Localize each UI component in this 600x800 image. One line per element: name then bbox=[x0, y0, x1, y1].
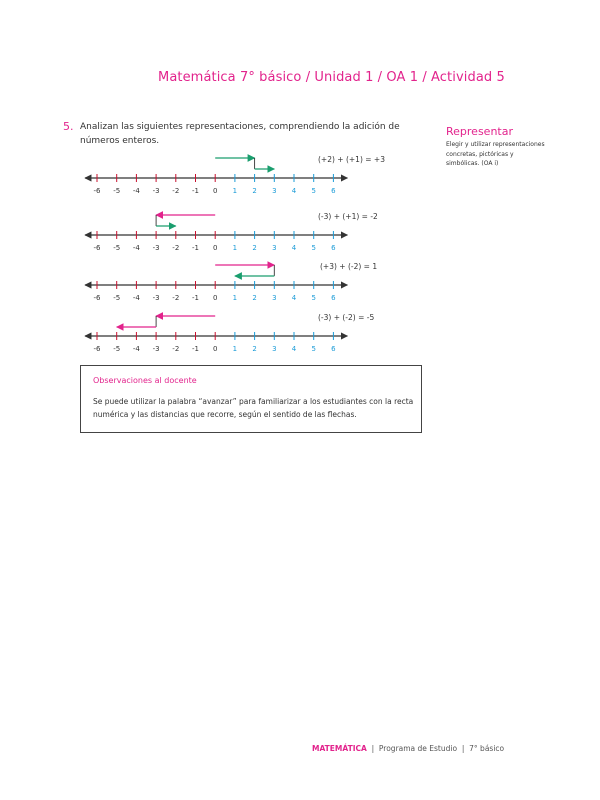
number-line-tick-label: 4 bbox=[291, 345, 297, 353]
equation-label: (-3) + (-2) = -5 bbox=[318, 313, 375, 322]
equation-label: (-3) + (+1) = -2 bbox=[318, 212, 378, 221]
equation-label: (+2) + (+1) = +3 bbox=[318, 155, 385, 164]
number-line-tick-label: 0 bbox=[212, 345, 218, 353]
number-line-tick-label: 1 bbox=[232, 187, 238, 195]
number-line-tick-label: 6 bbox=[331, 187, 336, 195]
number-line-tick-label: -4 bbox=[132, 244, 140, 252]
number-line-tick-label: 4 bbox=[291, 187, 297, 195]
number-line-tick-label: -5 bbox=[113, 187, 121, 195]
number-line-tick-label: -2 bbox=[172, 244, 180, 252]
number-line-tick-label: -3 bbox=[152, 187, 160, 195]
activity-instructions: Analizan las siguientes representaciones, comprendiendo la adición de números enteros. bbox=[80, 122, 400, 146]
number-line-tick-label: -2 bbox=[172, 345, 180, 353]
number-line-tick-label: -6 bbox=[93, 294, 101, 302]
number-line-tick-label: -6 bbox=[93, 345, 101, 353]
number-line-tick-label: -4 bbox=[132, 345, 140, 353]
number-line-tick-label: -1 bbox=[192, 187, 199, 195]
number-line-tick-label: 2 bbox=[252, 244, 257, 252]
number-line-tick-label: -5 bbox=[113, 244, 121, 252]
number-line-tick-label: 3 bbox=[272, 294, 277, 302]
equation-label: (+3) + (-2) = 1 bbox=[320, 262, 378, 271]
number-line-tick-label: 2 bbox=[252, 187, 257, 195]
number-line-tick-label: -5 bbox=[113, 294, 121, 302]
number-line-tick-label: 5 bbox=[311, 187, 316, 195]
teacher-notes-title: Observaciones al docente bbox=[93, 376, 197, 385]
number-line-tick-label: -1 bbox=[192, 294, 199, 302]
page-title: Matemática 7° básico / Unidad 1 / OA 1 / Actividad 5 bbox=[158, 70, 505, 85]
number-line-tick-label: 1 bbox=[232, 294, 238, 302]
number-line-tick-label: -4 bbox=[132, 187, 140, 195]
number-line-tick-label: -3 bbox=[152, 294, 160, 302]
number-line-tick-label: 3 bbox=[272, 187, 277, 195]
teacher-notes-text: Se puede utilizar la palabra “avanzar” para familiarizar a los estudiantes con la recta numérica y las distancias que recorre, según el sentido de las flechas. bbox=[93, 397, 414, 419]
number-line-tick-label: 3 bbox=[272, 244, 277, 252]
number-line-tick-label: 1 bbox=[232, 244, 238, 252]
number-line-tick-label: 6 bbox=[331, 294, 336, 302]
number-line-tick-label: -6 bbox=[93, 244, 101, 252]
footer-separator-1: | bbox=[369, 744, 377, 753]
number-line-tick-label: 0 bbox=[212, 294, 218, 302]
number-line-tick-label: -1 bbox=[192, 244, 199, 252]
page-footer bbox=[312, 744, 504, 753]
number-line-tick-label: 5 bbox=[311, 294, 316, 302]
number-line-tick-label: -2 bbox=[172, 187, 180, 195]
footer-subject: MATEMÁTICA bbox=[312, 744, 367, 753]
activity-number: 5. bbox=[63, 120, 74, 133]
number-line-tick-label: 6 bbox=[331, 244, 336, 252]
number-lines-figure bbox=[0, 0, 600, 360]
number-line-tick-label: -6 bbox=[93, 187, 101, 195]
number-line-tick-label: 0 bbox=[212, 244, 218, 252]
skill-title: Representar bbox=[446, 125, 513, 138]
number-line-tick-label: -5 bbox=[113, 345, 121, 353]
number-line-tick-label: -3 bbox=[152, 345, 160, 353]
number-line-tick-label: 1 bbox=[232, 345, 238, 353]
number-line-tick-label: -1 bbox=[192, 345, 199, 353]
number-line-tick-label: -4 bbox=[132, 294, 140, 302]
number-line-tick-label: 2 bbox=[252, 345, 257, 353]
footer-grade: 7° básico bbox=[469, 744, 505, 753]
number-line-tick-label: 4 bbox=[291, 244, 297, 252]
footer-program: Programa de Estudio bbox=[378, 744, 458, 753]
skill-description: Elegir y utilizar representaciones concretas, pictóricas y simbólicas. (OA i) bbox=[446, 141, 545, 167]
number-line-tick-label: 0 bbox=[212, 187, 218, 195]
number-line-tick-label: 6 bbox=[331, 345, 336, 353]
number-line-tick-label: 5 bbox=[311, 244, 316, 252]
number-line-tick-label: 2 bbox=[252, 294, 257, 302]
number-line-tick-label: 3 bbox=[272, 345, 277, 353]
number-line-tick-label: 4 bbox=[291, 294, 297, 302]
teacher-notes-box bbox=[80, 365, 422, 433]
number-line-tick-label: -2 bbox=[172, 294, 180, 302]
number-line-tick-label: 5 bbox=[311, 345, 316, 353]
number-line-tick-label: -3 bbox=[152, 244, 160, 252]
footer-separator-2: | bbox=[459, 744, 467, 753]
